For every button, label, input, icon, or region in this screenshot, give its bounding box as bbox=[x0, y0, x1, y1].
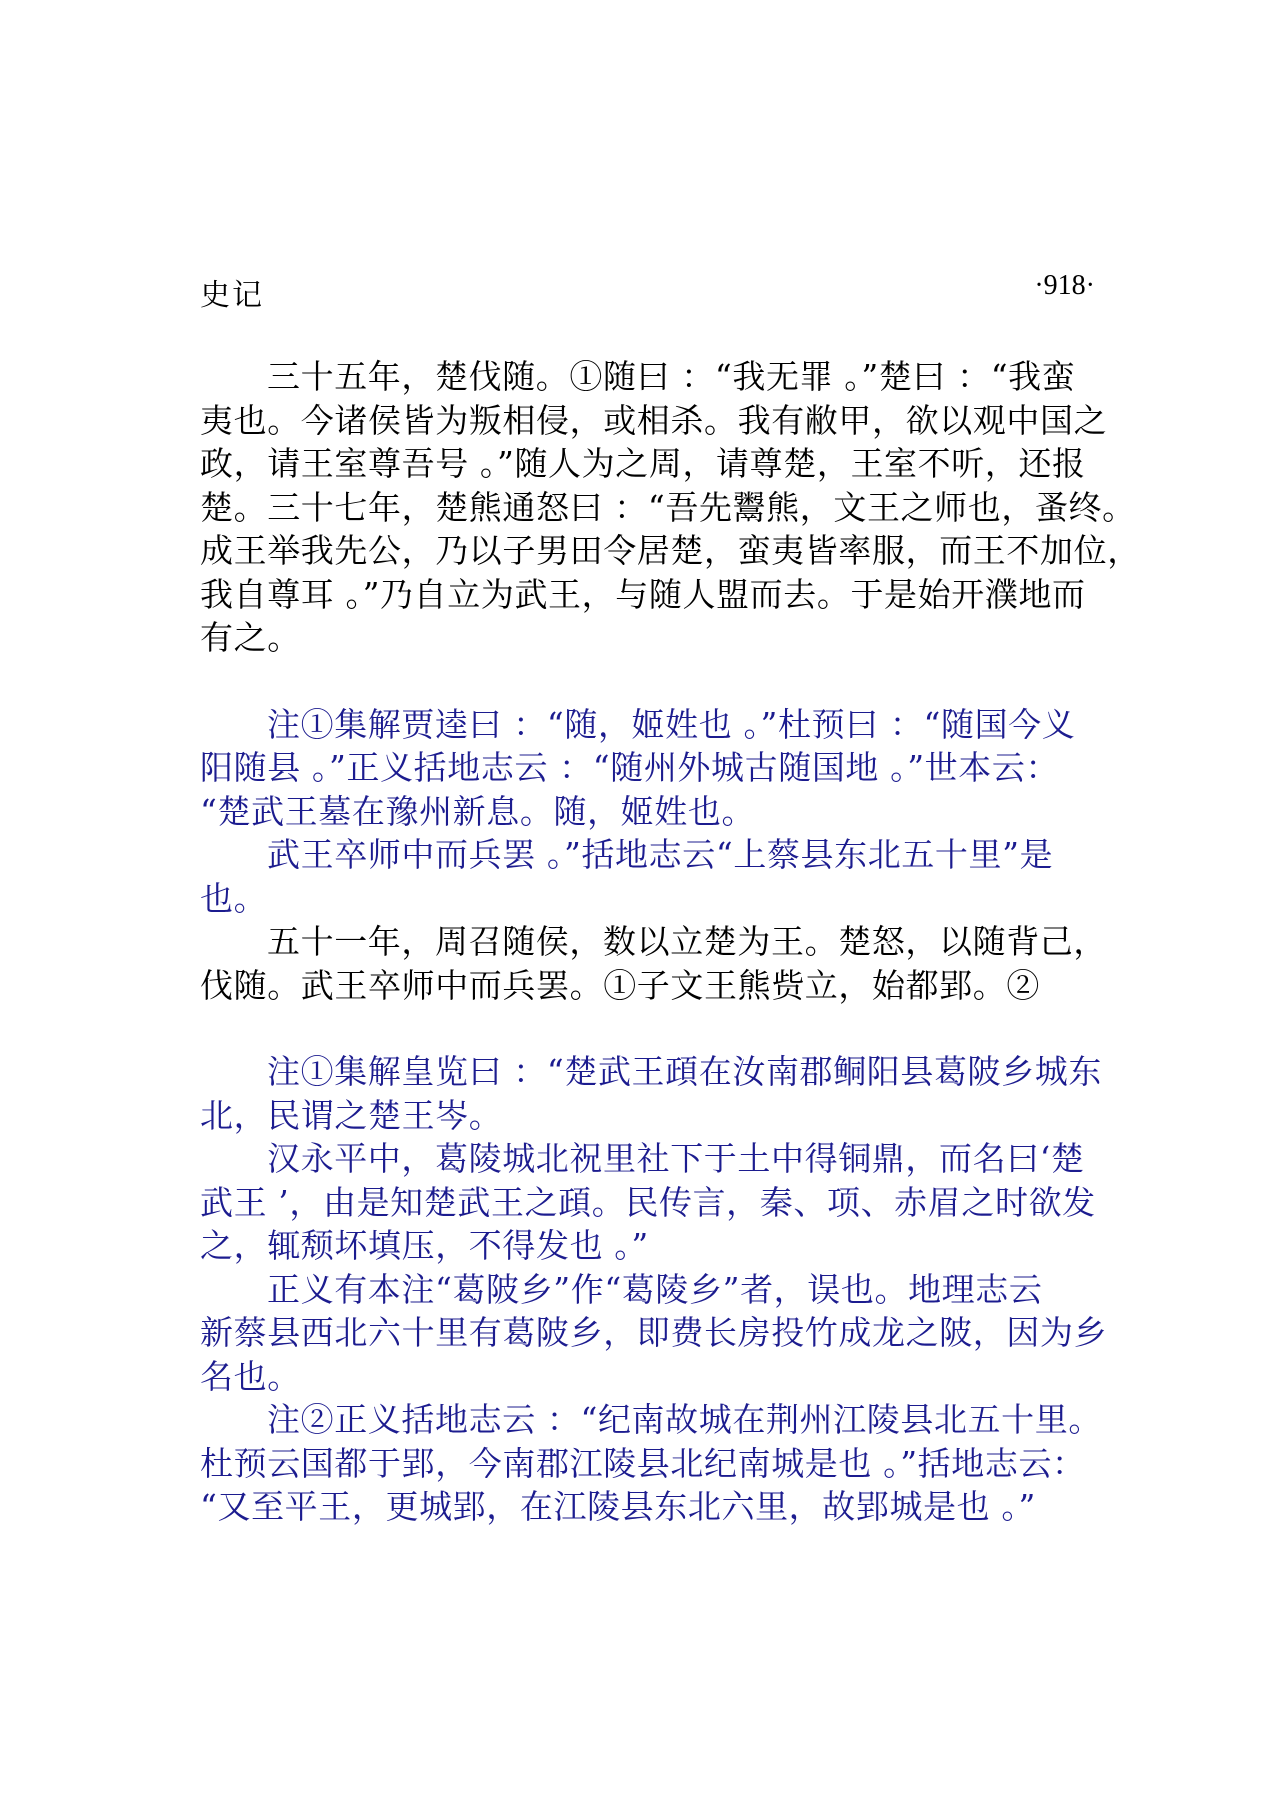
page-content bbox=[200, 355, 1141, 1529]
text-line: 伐随。武王卒师中而兵罢。①子文王熊赀立，始都郢。② bbox=[200, 965, 1040, 1005]
text-line: 楚。三十七年，楚熊通怒曰 ：“吾先鬻熊，文王之师也，蚤终。 bbox=[200, 487, 1136, 527]
note-line: 汉永平中，葛陵城北祝里社下于土中得铜鼎，而名曰‘楚 bbox=[267, 1139, 1085, 1178]
note-line: 武王 ’，由是知楚武王之頙。民传言，秦、项、赤眉之时欲发 bbox=[200, 1182, 1096, 1222]
note-line: 注①集解皇览曰 ：“楚武王頙在汝南郡鲖阳县葛陂乡城东 bbox=[267, 1052, 1102, 1091]
note-line: 名也。 bbox=[200, 1356, 301, 1396]
text-line: 夷也。今诸侯皆为叛相侵，或相杀。我有敝甲，欲以观中国之 bbox=[200, 400, 1108, 440]
text-line: 成王举我先公，乃以子男田令居楚，蛮夷皆率服，而王不加位， bbox=[200, 531, 1141, 570]
note-line: “又至平王，更城郢，在江陵县东北六里，故郢城是也 。” bbox=[200, 1487, 1036, 1526]
book-title: 史记 bbox=[200, 278, 264, 313]
note-line: 阳随县 。”正义括地志云 ：“随州外城古随国地 。”世本云： bbox=[200, 748, 1060, 787]
page-header bbox=[200, 270, 1095, 313]
page-number: ·918· bbox=[1034, 270, 1095, 301]
paragraph-gap bbox=[200, 660, 1110, 703]
text-line: 三十五年，楚伐随。①随曰 ：“我无罪 。”楚曰 ：“我蛮 bbox=[267, 357, 1076, 396]
text-line: 我自尊耳 。”乃自立为武王，与随人盟而去。于是始开濮地而 bbox=[200, 574, 1086, 614]
text-line: 政，请王室尊吾号 。”随人为之周，请尊楚，王室不听，还报 bbox=[200, 444, 1086, 483]
note-line: 杜预云国都于郢，今南郡江陵县北纪南城是也 。”括地志云： bbox=[200, 1443, 1086, 1483]
note-line: 注②正义括地志云 ：“纪南故城在荆州江陵县北五十里。 bbox=[267, 1400, 1102, 1439]
note-line: 北，民谓之楚王岑。 bbox=[200, 1095, 503, 1135]
text-line: 有之。 bbox=[200, 618, 301, 657]
note-line: 武王卒师中而兵罢 。”括地志云“上蔡县东北五十里”是 bbox=[267, 835, 1054, 874]
paragraph-gap bbox=[200, 1007, 1110, 1050]
note-line: “楚武王墓在豫州新息。随，姬姓也。 bbox=[200, 791, 756, 831]
note-line: 正义有本注“葛陂乡”作“葛陵乡”者，误也。地理志云 bbox=[267, 1269, 1043, 1309]
note-line: 也。 bbox=[200, 878, 268, 918]
text-line: 五十一年，周召随侯，数以立楚为王。楚怒，以随背己， bbox=[267, 922, 1107, 961]
note-line: 之，辄颓坏填压，不得发也 。” bbox=[200, 1226, 649, 1265]
note-line: 注①集解贾逵曰 ：“随，姬姓也 。”杜预曰 ：“随国今义 bbox=[267, 704, 1076, 744]
note-line: 新蔡县西北六十里有葛陂乡，即费长房投竹成龙之陂，因为乡 bbox=[200, 1313, 1108, 1352]
